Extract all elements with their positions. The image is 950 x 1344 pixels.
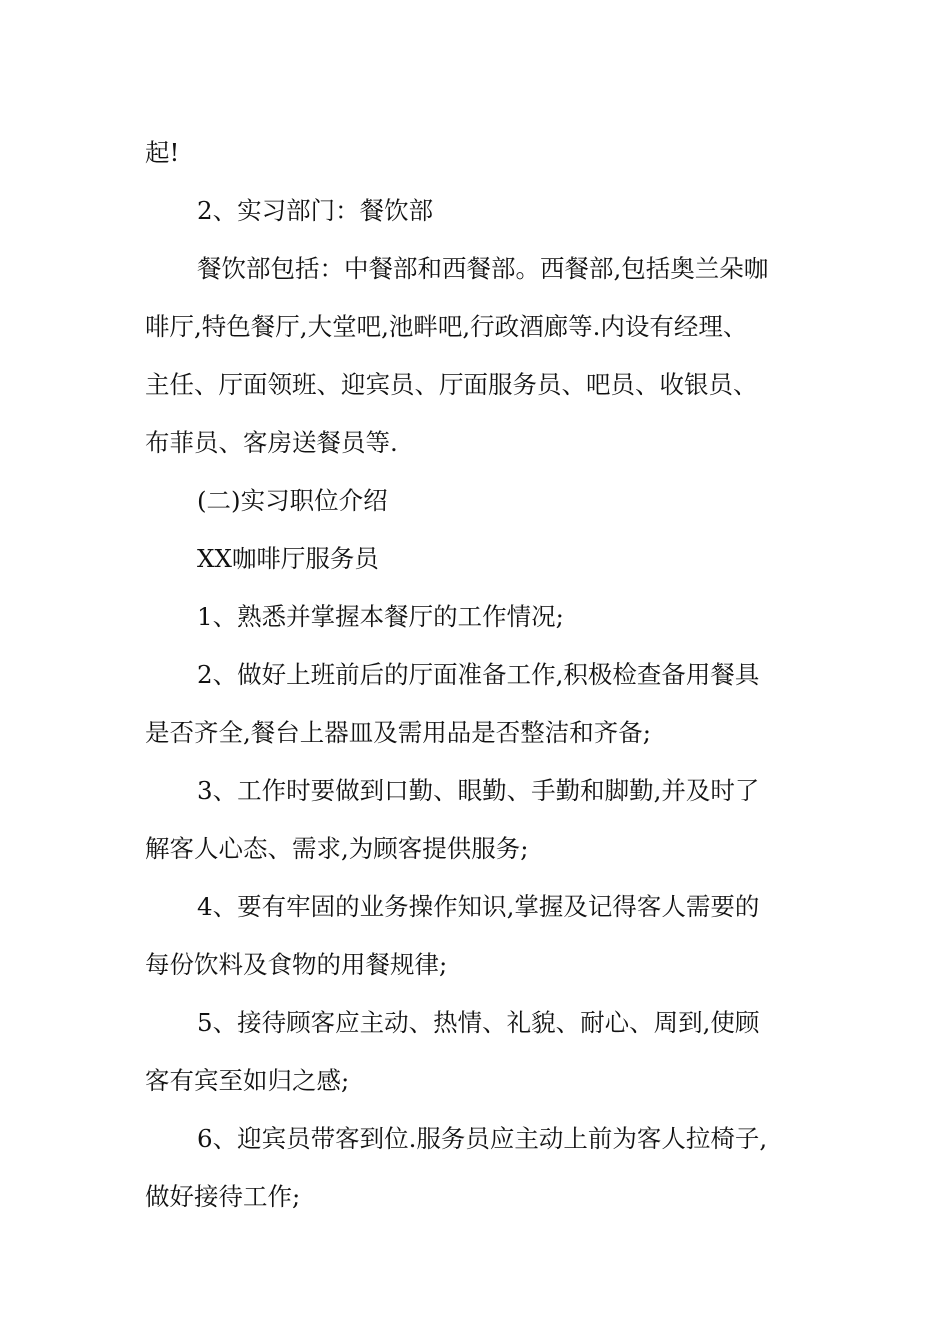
subheading-cafe-waiter: XX咖啡厅服务员 (197, 544, 379, 573)
text-line: 是否齐全,餐台上器皿及需用品是否整洁和齐备; (145, 718, 652, 747)
text-line: 啡厅,特色餐厅,大堂吧,池畔吧,行政酒廊等.内设有经理、 (145, 312, 748, 341)
list-item: 2、做好上班前后的厅面准备工作,积极检查备用餐具 (197, 660, 760, 689)
text-line: 主任、厅面领班、迎宾员、厅面服务员、吧员、收银员、 (145, 370, 758, 399)
section-heading-position-intro: (二)实习职位介绍 (197, 486, 388, 515)
list-item: 5、接待顾客应主动、热情、礼貌、耐心、周到,使顾 (197, 1008, 760, 1037)
document-body (145, 124, 810, 1226)
text-line: 餐饮部包括：中餐部和西餐部。西餐部,包括奥兰朵咖 (197, 254, 769, 283)
list-item: 3、工作时要做到口勤、眼勤、手勤和脚勤,并及时了 (197, 776, 760, 805)
text-line: 解客人心态、需求,为顾客提供服务; (145, 834, 529, 863)
list-item: 1、熟悉并掌握本餐厅的工作情况; (197, 602, 564, 631)
list-item: 6、迎宾员带客到位.服务员应主动上前为客人拉椅子, (197, 1124, 768, 1153)
text-line: 布菲员、客房送餐员等. (145, 428, 398, 457)
text-line: 起! (145, 138, 180, 167)
list-item: 4、要有牢固的业务操作知识,掌握及记得客人需要的 (197, 892, 760, 921)
text-line: 客有宾至如归之感; (145, 1066, 350, 1095)
section-heading-internship-department: 2、实习部门：餐饮部 (197, 196, 434, 225)
text-line: 每份饮料及食物的用餐规律; (145, 950, 448, 979)
text-line: 做好接待工作; (145, 1182, 301, 1211)
